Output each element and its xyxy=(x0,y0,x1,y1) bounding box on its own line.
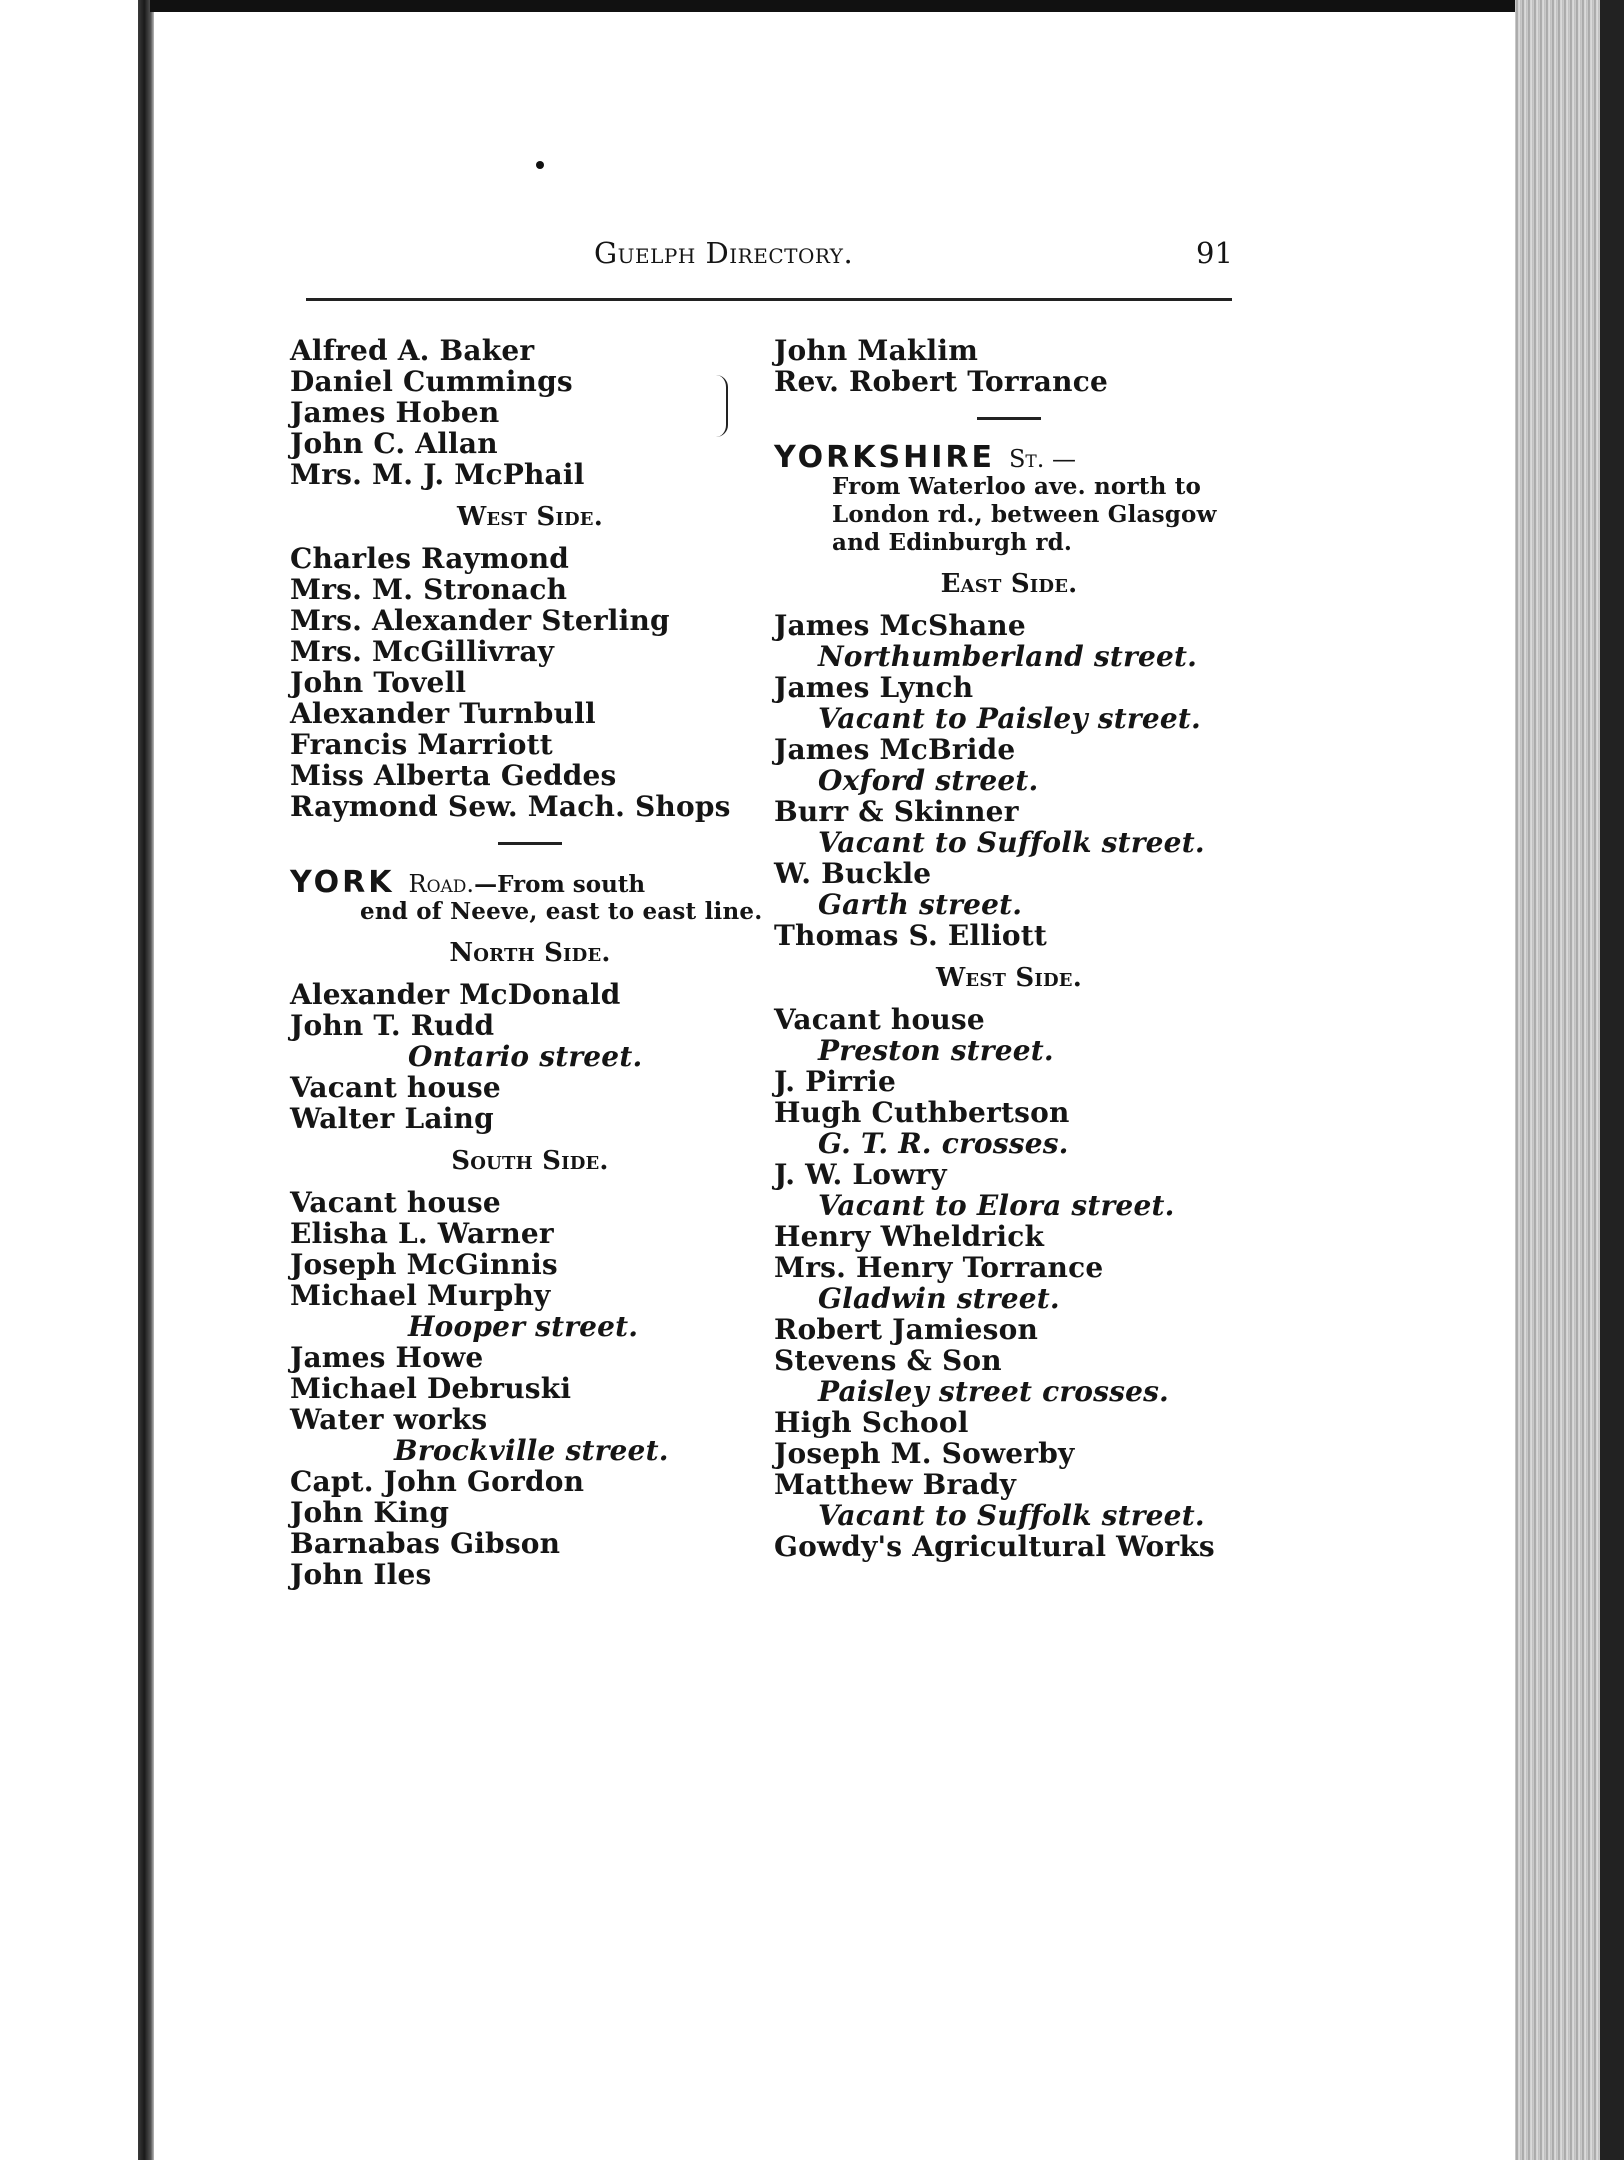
cross-street: Ontario street. xyxy=(408,1040,643,1073)
list-item: Hugh Cuthbertson xyxy=(774,1096,1070,1129)
list-item: Walter Laing xyxy=(290,1102,494,1135)
section-heading-south-side: South Side. xyxy=(451,1146,609,1176)
street-type: St. — xyxy=(1008,445,1077,473)
cross-street: Oxford street. xyxy=(818,764,1039,797)
book-gutter xyxy=(138,0,154,2160)
east-side-list xyxy=(774,610,1244,951)
list-item: Vacant house xyxy=(774,1003,985,1036)
facing-page-margin xyxy=(0,0,140,2160)
list-item: Michael Debruski xyxy=(290,1372,572,1405)
list-item: Michael Murphy xyxy=(290,1279,551,1312)
list-item: Mrs. McGillivray xyxy=(290,635,555,668)
list-item: John Maklim xyxy=(774,334,979,367)
cross-street: Northumberland street. xyxy=(818,640,1198,673)
list-item: W. Buckle xyxy=(774,857,932,890)
top-entries-list xyxy=(290,335,770,490)
description-line: London rd., between Glasgow xyxy=(832,501,1217,528)
street-description xyxy=(774,473,1244,557)
street-name: YORKSHIRE xyxy=(774,440,995,475)
cross-street: Vacant to Paisley street. xyxy=(818,702,1201,735)
cross-street: Vacant to Suffolk street. xyxy=(818,826,1205,859)
list-item: Burr & Skinner xyxy=(774,795,1019,828)
section-heading-north-side: North Side. xyxy=(449,938,611,968)
cross-street: G. T. R. crosses. xyxy=(818,1127,1069,1160)
list-item: John Tovell xyxy=(290,666,467,699)
list-item: Thomas S. Elliott xyxy=(774,919,1048,952)
right-column xyxy=(774,335,1244,1562)
section-divider xyxy=(498,842,562,845)
cross-street: Vacant to Suffolk street. xyxy=(818,1499,1205,1532)
list-item: Mrs. M. Stronach xyxy=(290,573,568,606)
list-item: Stevens & Son xyxy=(774,1344,1002,1377)
running-header-title: Guelph Directory. xyxy=(594,236,854,270)
list-item: Raymond Sew. Mach. Shops xyxy=(290,790,731,823)
cross-street: Vacant to Elora street. xyxy=(818,1189,1175,1222)
header-rule xyxy=(306,298,1232,301)
scan-right-edge xyxy=(1600,0,1624,2160)
section-heading-west-side: West Side. xyxy=(457,502,603,532)
list-item: Elisha L. Warner xyxy=(290,1217,554,1250)
cross-street: Brockville street. xyxy=(394,1434,669,1467)
left-column xyxy=(290,335,770,1590)
list-item: James Howe xyxy=(290,1341,484,1374)
list-item: Robert Jamieson xyxy=(774,1313,1039,1346)
list-item: James McShane xyxy=(774,609,1026,642)
list-item: John Iles xyxy=(290,1558,432,1591)
cross-street: Paisley street crosses. xyxy=(818,1375,1170,1408)
section-divider xyxy=(977,417,1041,420)
description-line: and Edinburgh rd. xyxy=(832,529,1073,556)
list-item: Mrs. M. J. McPhail xyxy=(290,458,585,491)
list-item: Joseph McGinnis xyxy=(290,1248,558,1281)
list-item: Francis Marriott xyxy=(290,728,553,761)
street-description: —From south xyxy=(474,871,646,898)
cross-street: Gladwin street. xyxy=(818,1282,1060,1315)
street-header-york xyxy=(290,867,770,898)
street-header-yorkshire xyxy=(774,442,1244,473)
list-item: Barnabas Gibson xyxy=(290,1527,561,1560)
ink-dot xyxy=(536,161,544,169)
cross-street: Garth street. xyxy=(818,888,1023,921)
list-item: John C. Allan xyxy=(290,427,498,460)
list-item: Charles Raymond xyxy=(290,542,570,575)
list-item: James McBride xyxy=(774,733,1016,766)
street-type: Road. xyxy=(408,870,475,898)
list-item: John King xyxy=(290,1496,450,1529)
list-item: Henry Wheldrick xyxy=(774,1220,1045,1253)
street-name: YORK xyxy=(290,865,395,900)
cross-street: Hooper street. xyxy=(408,1310,639,1343)
list-item: Alfred A. Baker xyxy=(290,334,535,367)
list-item: Mrs. Henry Torrance xyxy=(774,1251,1104,1284)
list-item: Gowdy's Agricultural Works xyxy=(774,1530,1215,1563)
list-item: James Hoben xyxy=(290,396,500,429)
list-item: Rev. Robert Torrance xyxy=(774,365,1108,398)
list-item: Matthew Brady xyxy=(774,1468,1017,1501)
list-item: John T. Rudd xyxy=(290,1009,495,1042)
scan-top-edge xyxy=(150,0,1624,12)
list-item: Vacant house xyxy=(290,1186,501,1219)
list-item: Mrs. Alexander Sterling xyxy=(290,604,670,637)
list-item: James Lynch xyxy=(774,671,974,704)
list-item: Vacant house xyxy=(290,1071,501,1104)
list-item: J. Pirrie xyxy=(774,1065,897,1098)
west-side-list xyxy=(774,1004,1244,1562)
west-side-list xyxy=(290,543,770,822)
list-item: High School xyxy=(774,1406,969,1439)
list-item: Capt. John Gordon xyxy=(290,1465,585,1498)
page-number: 91 xyxy=(1196,236,1233,270)
list-item: Joseph M. Sowerby xyxy=(774,1437,1075,1470)
list-item: Daniel Cummings xyxy=(290,365,573,398)
list-item: Miss Alberta Geddes xyxy=(290,759,617,792)
description-line: From Waterloo ave. north to xyxy=(832,473,1202,500)
section-heading-east-side: East Side. xyxy=(940,569,1078,599)
street-description: end of Neeve, east to east line. xyxy=(360,898,763,925)
section-heading-west-side: West Side. xyxy=(936,963,1082,993)
list-item: Alexander Turnbull xyxy=(290,697,596,730)
list-item: Water works xyxy=(290,1403,488,1436)
cross-street: Preston street. xyxy=(818,1034,1054,1067)
list-item: J. W. Lowry xyxy=(774,1158,947,1191)
list-item: Alexander McDonald xyxy=(290,978,621,1011)
